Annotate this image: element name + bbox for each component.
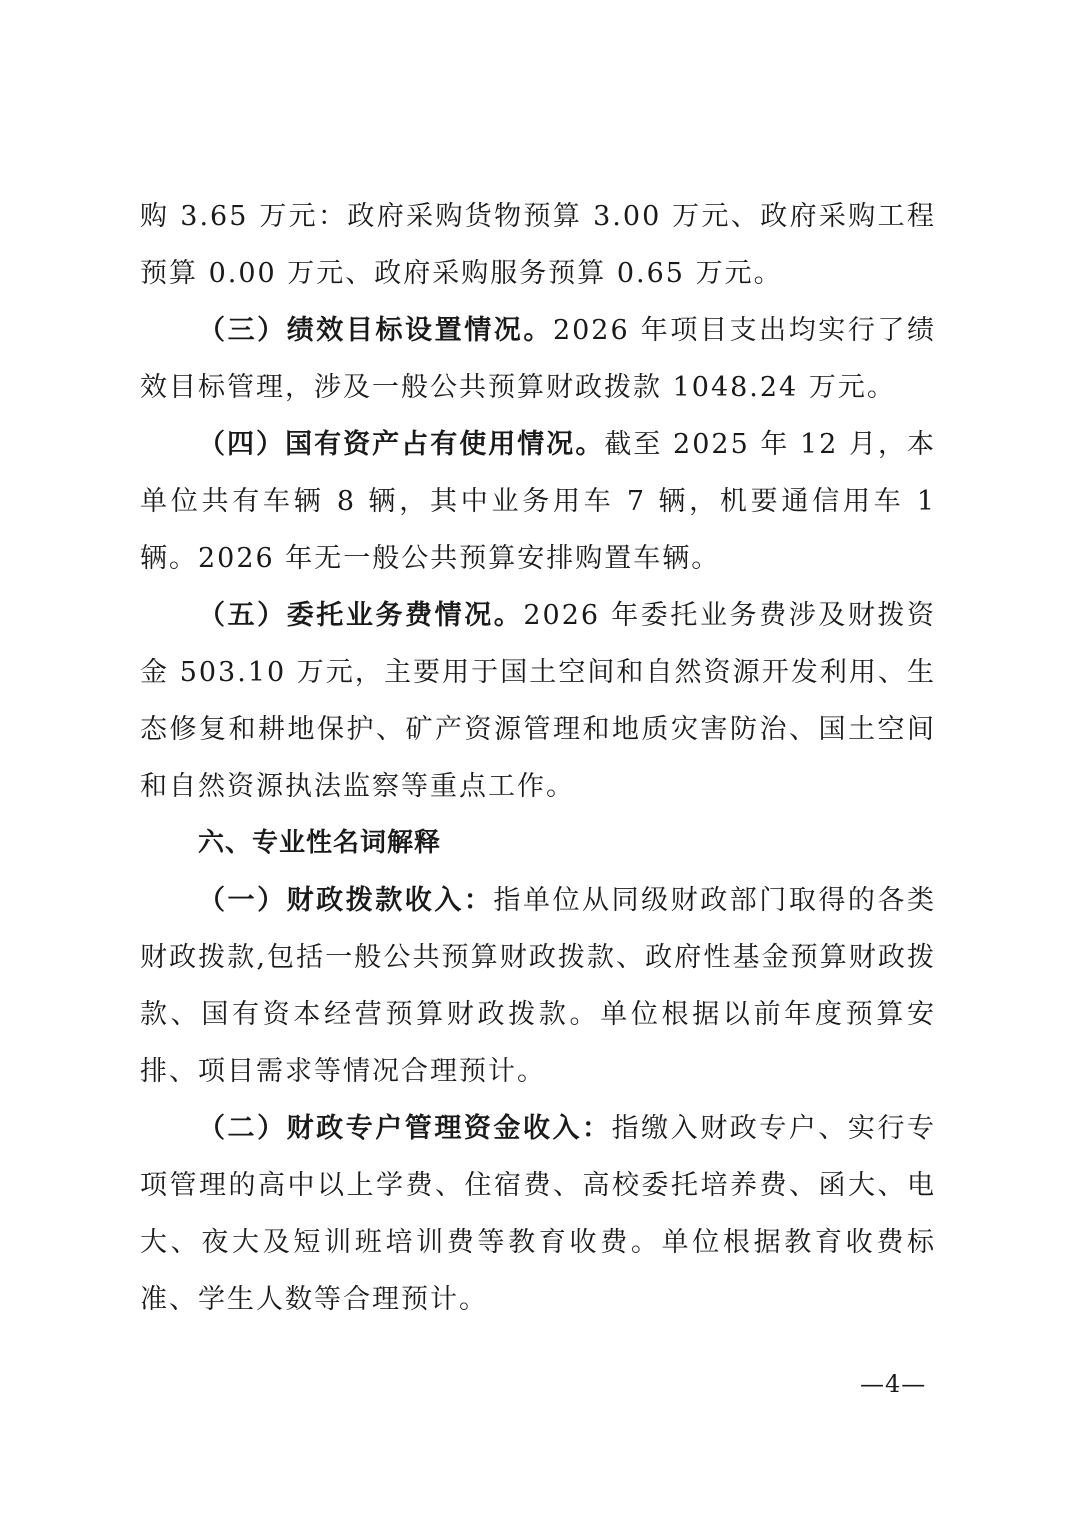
paragraph-text: 截至 2025 年 12 月，本单位共有车辆 8 辆，其中业务用车 7 辆，机要通信用车 1 辆。2026 年无一般公共预算安排购置车辆。 <box>140 429 937 574</box>
document-body <box>140 188 936 1328</box>
paragraph-fiscal-appropriation <box>140 872 936 1100</box>
paragraph-special-account <box>140 1100 936 1328</box>
paragraph-performance-targets <box>140 302 936 416</box>
subsection-heading: （四）国有资产占有使用情况。 <box>198 429 605 460</box>
subsection-heading: （三）绩效目标设置情况。 <box>198 315 553 346</box>
subsection-heading: （五）委托业务费情况。 <box>198 600 524 631</box>
paragraph-text: 2026 年项目支出均实行了绩效目标管理，涉及一般公共预算财政拨款 1048.24 万元。 <box>140 315 937 403</box>
section-heading: 六、专业性名词解释 <box>198 828 442 858</box>
page-number: —4— <box>860 1370 927 1398</box>
paragraph-text: 指单位从同级财政部门取得的各类财政拨款,包括一般公共预算财政拨款、政府性基金预算财政拨款、国有资本经营预算财政拨款。单位根据以前年度预算安排、项目需求等情况合理预计。 <box>140 885 937 1087</box>
paragraph-text: 指缴入财政专户、实行专项管理的高中以上学费、住宿费、高校委托培养费、函大、电大、夜大及短训班培训费等教育收费。单位根据教育收费标准、学生人数等合理预计。 <box>140 1113 937 1315</box>
subsection-heading: （一）财政拨款收入： <box>198 885 494 916</box>
paragraph-state-assets <box>140 416 936 587</box>
paragraph-commissioned-business <box>140 587 936 815</box>
paragraph-text: 购 3.65 万元：政府采购货物预算 3.00 万元、政府采购工程预算 0.00 万元、政府采购服务预算 0.65 万元。 <box>140 201 936 289</box>
paragraph-text: 2026 年委托业务费涉及财拨资金 503.10 万元，主要用于国土空间和自然资源开发利用、生态修复和耕地保护、矿产资源管理和地质灾害防治、国土空间和自然资源执法监察等重点工作。 <box>140 600 937 802</box>
paragraph-procurement-continued <box>140 188 936 302</box>
subsection-heading: （二）财政专户管理资金收入： <box>198 1113 612 1144</box>
